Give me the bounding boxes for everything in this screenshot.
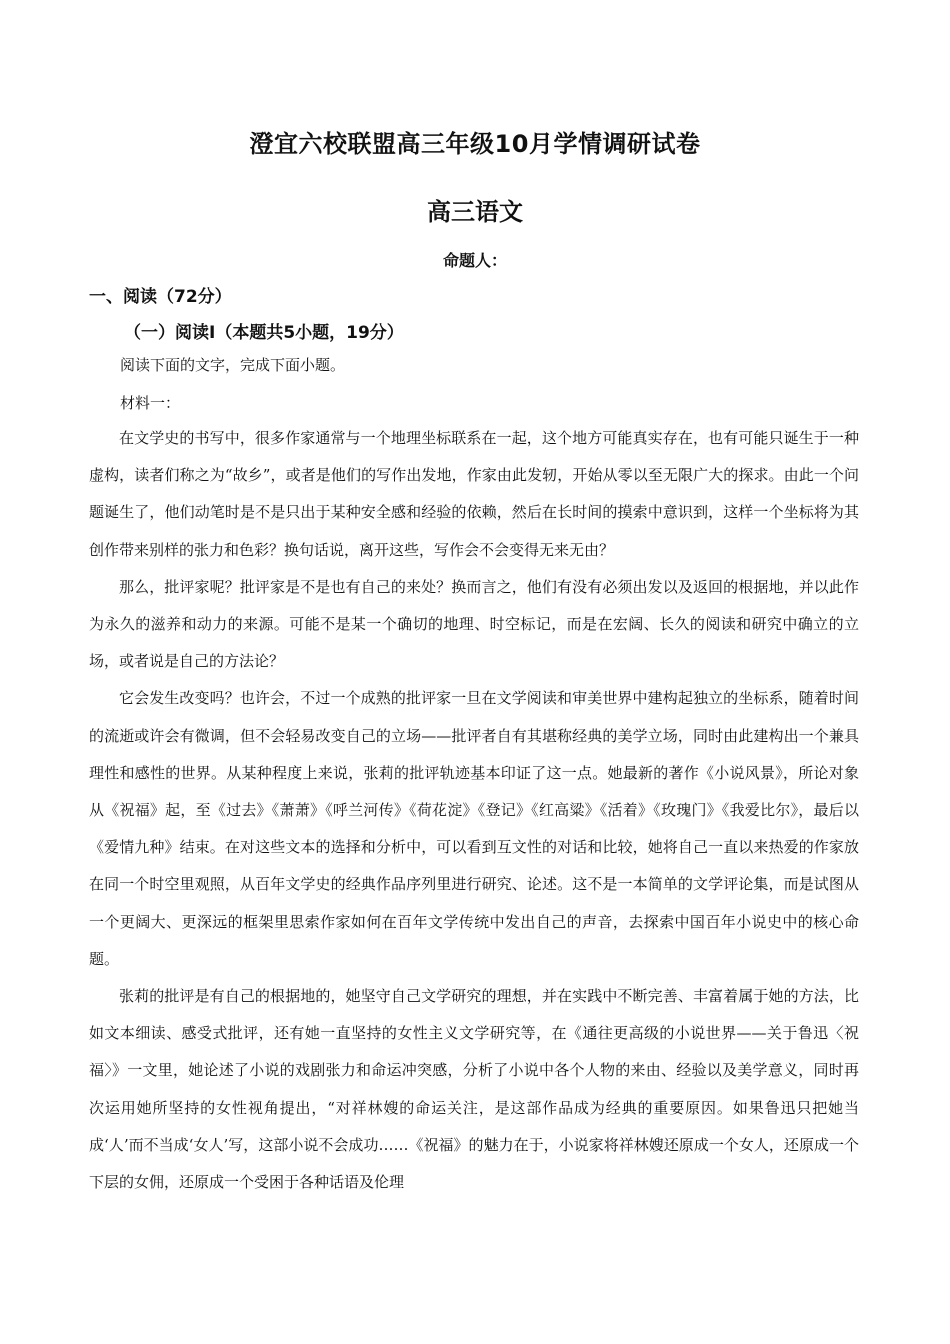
subject-title: 高三语文 [427,198,523,226]
reading-passage [89,420,859,1201]
material-label: 材料一： [120,394,181,412]
subsection-heading: （一）阅读Ⅰ（本题共5小题，19分） [124,323,404,343]
instruction-text: 阅读下面的文字，完成下面小题。 [120,356,346,374]
paragraph: 那么，批评家呢？批评家是不是也有自己的来处？换而言之，他们有没有必须出发以及返回的根据地，并以此作为永久的滋养和动力的来源。可能不是某一个确切的地理、时空标记，而是在宏阔、长久的阅读和研究中确立的立场，或者说是自己的方法论？ [89,577,859,671]
author-line: 命题人： [442,251,507,270]
exam-title: 澄宜六校联盟高三年级10月学情调研试卷 [249,130,701,158]
section-heading: 一、阅读（72分） [89,287,232,307]
paragraph: 在文学史的书写中，很多作家通常与一个地理坐标联系在一起，这个地方可能真实存在，也有可能只诞生于一种虚构，读者们称之为“故乡”，或者是他们的写作出发地，作家由此发轫，开始从零以至无限广大的探求。由此一个问题诞生了，他们动笔时是不是只出于某种安全感和经验的依赖，然后在长时间的摸索中意识到，这样一个坐标将为其创作带来别样的张力和色彩？换句话说，离开这些，写作会不会变得无来无由？ [89,429,859,559]
paragraph: 张莉的批评是有自己的根据地的，她坚守自己文学研究的理想，并在实践中不断完善、丰富着属于她的方法，比如文本细读、感受式批评，还有她一直坚持的女性主义文学研究等，在《通往更高级的小说世界——关于鲁迅〈祝福〉》一文里，她论述了小说的戏剧张力和命运冲突感，分析了小说中各个人物的来由、经验以及美学意义，同时再次运用她所坚持的女性视角提出，“对祥林嫂的命运关注，是这部作品成为经典的重要原因。如果鲁迅只把她当成‘人’而不当成‘女人’写，这部小说不会成功……《祝福》的魅力在于，小说家将祥林嫂还原成一个女人，还原成一个下层的女佣，还原成一个受困于各种话语及伦理 [89,987,859,1192]
paragraph: 它会发生改变吗？也许会，不过一个成熟的批评家一旦在文学阅读和审美世界中建构起独立的坐标系，随着时间的流逝或许会有微调，但不会轻易改变自己的立场——批评者自有其堪称经典的美学立场，同时由此建构出一个兼具理性和感性的世界。从某种程度上来说，张莉的批评轨迹基本印证了这一点。她最新的著作《小说风景》，所论对象从《祝福》起，至《过去》《萧萧》《呼兰河传》《荷花淀》《登记》《红高粱》《活着》《玫瑰门》《我爱比尔》，最后以《爱情九种》结束。在对这些文本的选择和分析中，可以看到互文性的对话和比较，她将自己一直以来热爱的作家放在同一个时空里观照，从百年文学史的经典作品序列里进行研究、论述。这不是一本简单的文学评论集，而是试图从一个更阔大、更深远的框架里思索作家如何在百年文学传统中发出自己的声音，去探索中国百年小说史中的核心命题。 [89,689,859,968]
